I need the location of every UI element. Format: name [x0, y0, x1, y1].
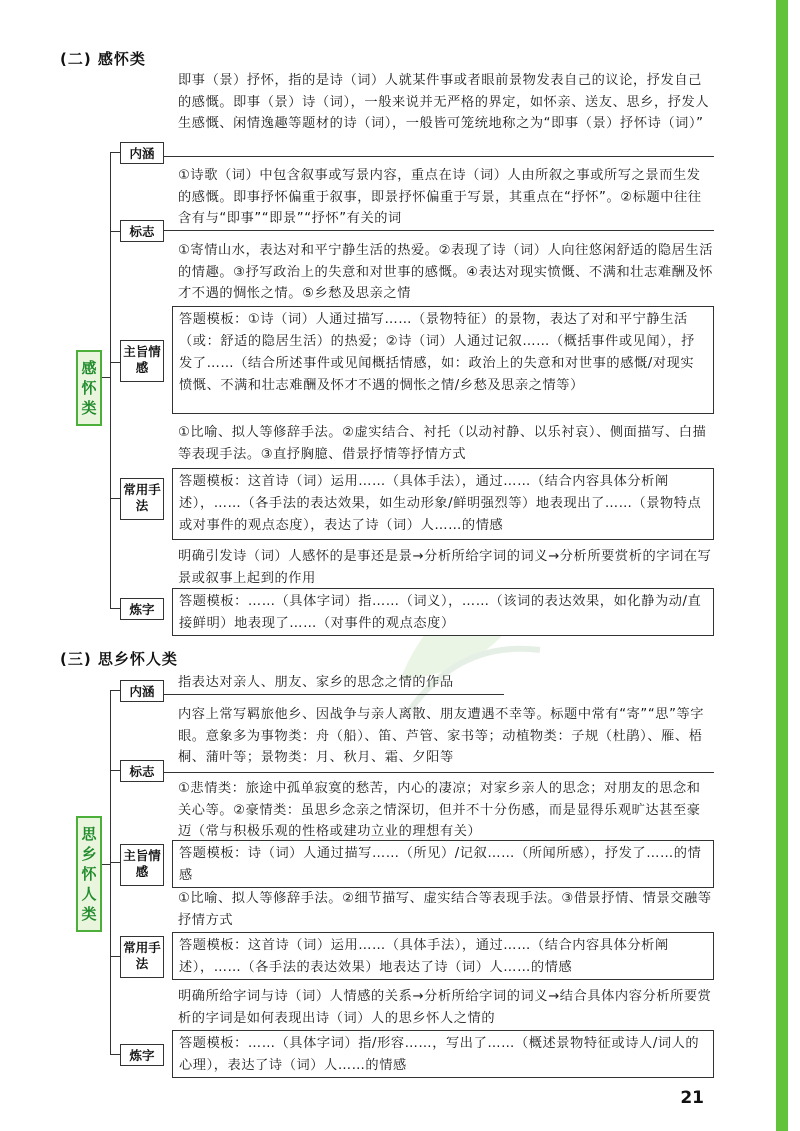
label-neihan-2: 内涵 [120, 680, 164, 702]
shoufa-template-2: 答题模板：这首诗（词）运用……（具体手法），通过……（结合内容具体分析阐述），……（各手法的表达效果）地表达了诗（词）人……的情感 [172, 932, 714, 980]
label-shoufa: 常用手法 [120, 478, 164, 520]
category-box-sixianghuairen [76, 816, 102, 932]
label-neihan: 内涵 [120, 142, 164, 164]
zhuzhi-template-2: 答题模板：诗（词）人通过描写……（所见）/记叙……（所闻所感），抒发了……的情感 [172, 840, 714, 888]
category-char: 人 [81, 885, 97, 903]
tree-branch [110, 1054, 120, 1055]
tree-branch [110, 362, 120, 363]
biaozhi-text: ①诗歌（词）中包含叙事或写景内容，重点在诗（词）人由所叙之事或所写之景而生发的感慨。即事抒怀偏重于叙事，即景抒怀偏重于写景，其重点在“抒怀”。②标题中往往含有与“即事”“即景”“抒怀”有关的词 [178, 168, 702, 226]
tree-branch [110, 152, 120, 153]
tree-branch [110, 608, 120, 609]
label-zhuzhi: 主旨情感 [120, 340, 164, 382]
label-lianzi: 炼字 [120, 598, 164, 620]
underline [164, 230, 714, 231]
underline [164, 156, 714, 157]
label-biaozhi: 标志 [120, 220, 164, 242]
neihan-text: 即事（景）抒怀，指的是诗（词）人就某件事或者眼前景物发表自己的议论，抒发自己的感慨。即事（景）诗（词），一般来说并无严格的界定，如怀亲、送友、思乡，抒发人生感慨、闲情逸趣等题材的诗（词），一般皆可笼统地称之为“即事（景）抒怀诗（词）” [178, 73, 710, 131]
tree-branch [110, 862, 120, 863]
category-char: 类 [81, 905, 97, 923]
underline [164, 772, 714, 773]
category-char: 感 [81, 359, 97, 377]
category-char: 类 [81, 399, 97, 417]
shoufa-text: ①比喻、拟人等修辞手法。②虚实结合、衬托（以动衬静、以乐衬哀）、侧面描写、白描等表现手法。③直抒胸臆、借景抒情等抒情方式 [178, 425, 707, 462]
biaozhi-text-2: 内容上常写羁旅他乡、因战争与亲人离散、朋友遭遇不幸等。标题中常有“寄”“思”等字眼。意象多为事物类：舟（船）、笛、芦管、家书等；动植物类：子规（杜鹃）、雁、梧桐、蒲叶等；景物类：月、秋月、霜、夕阳等 [178, 707, 705, 765]
lianzi-template-2: 答题模板：……（具体字词）指/形容……，写出了……（概述景物特征或诗人/词人的心理），表达了诗（词）人……的情感 [172, 1030, 714, 1078]
lianzi-text: 明确引发诗（词）人感怀的是事还是景→分析所给字词的词义→分析所要赏析的字词在写景或叙事上起到的作用 [178, 549, 712, 586]
category-char: 怀 [81, 379, 97, 397]
tree-branch [110, 770, 120, 771]
category-char: 怀 [81, 865, 97, 883]
label-shoufa-2: 常用手法 [120, 936, 164, 978]
label-biaozhi-2: 标志 [120, 760, 164, 782]
lianzi-template: 答题模板：……（具体字词）指……（词义），……（该词的表达效果，如化静为动/直接鲜明）地表现了……（对事件的观点态度） [172, 588, 714, 636]
label-lianzi-2: 炼字 [120, 1044, 164, 1066]
tree-branch [110, 690, 120, 691]
zhuzhi-text: ①寄情山水，表达对和平宁静生活的热爱。②表现了诗（词）人向往悠闲舒适的隐居生活的情趣。③抒写政治上的失意和对世事的感慨。④表达对现实愤慨、不满和壮志难酬及怀才不遇的惆怅之情。⑤乡愁及思亲之情 [178, 243, 713, 301]
tree-trunk [110, 690, 111, 1054]
category-char: 乡 [81, 845, 97, 863]
shoufa-template: 答题模板：这首诗（词）运用……（具体手法），通过……（结合内容具体分析阐述），……（各手法的表达效果，如生动形象/鲜明强烈等）地表现出了……（景物特点或对事件的观点态度），表达了诗（词）人……的情感 [172, 468, 714, 540]
label-zhuzhi-2: 主旨情感 [120, 844, 164, 886]
shoufa-text-2: ①比喻、拟人等修辞手法。②细节描写、虚实结合等表现手法。③借景抒情、情景交融等抒情方式 [178, 891, 712, 928]
category-box-ganhuai [76, 350, 102, 426]
tree-branch [110, 498, 120, 499]
category-char: 思 [81, 825, 97, 843]
tree-branch [110, 956, 120, 957]
lianzi-text-2: 明确所给字词与诗（词）人情感的关系→分析所给字词的词义→结合具体内容分析所要赏析的字词是如何表现出诗（词）人的思乡怀人之情的 [178, 989, 712, 1026]
tree-branch [110, 231, 120, 232]
green-edge-bar [776, 0, 788, 1131]
tree-trunk [110, 152, 111, 608]
section-heading-ganhuai: (二) 感怀类 [60, 50, 146, 68]
zhuzhi-text-2: ①悲情类：旅途中孤单寂寞的愁苦，内心的凄凉；对家乡亲人的思念；对朋友的思念和关心等。②豪情类：虽思乡念亲之情深切，但并不十分伤感，而是显得乐观旷达甚至豪迈（常与积极乐观的性格或建功立业的理想有关） [178, 781, 701, 839]
page-number: 21 [680, 1088, 704, 1108]
zhuzhi-template: 答题模板：①诗（词）人通过描写……（景物特征）的景物，表达了对和平宁静生活（或：舒适的隐居生活）的热爱；②诗（词）人通过记叙……（概括事件或见闻），抒发了……（结合所述事件或见闻概括情感，如：政治上的失意和对世事的感慨/对现实愤慨、不满和壮志难酬及怀才不遇的惆怅之情/乡愁及思亲之情等） [172, 306, 714, 414]
underline [164, 694, 504, 695]
section-heading-sixianghuairen: (三) 思乡怀人类 [60, 650, 178, 668]
neihan-text-2: 指表达对亲人、朋友、家乡的思念之情的作品 [178, 675, 454, 690]
